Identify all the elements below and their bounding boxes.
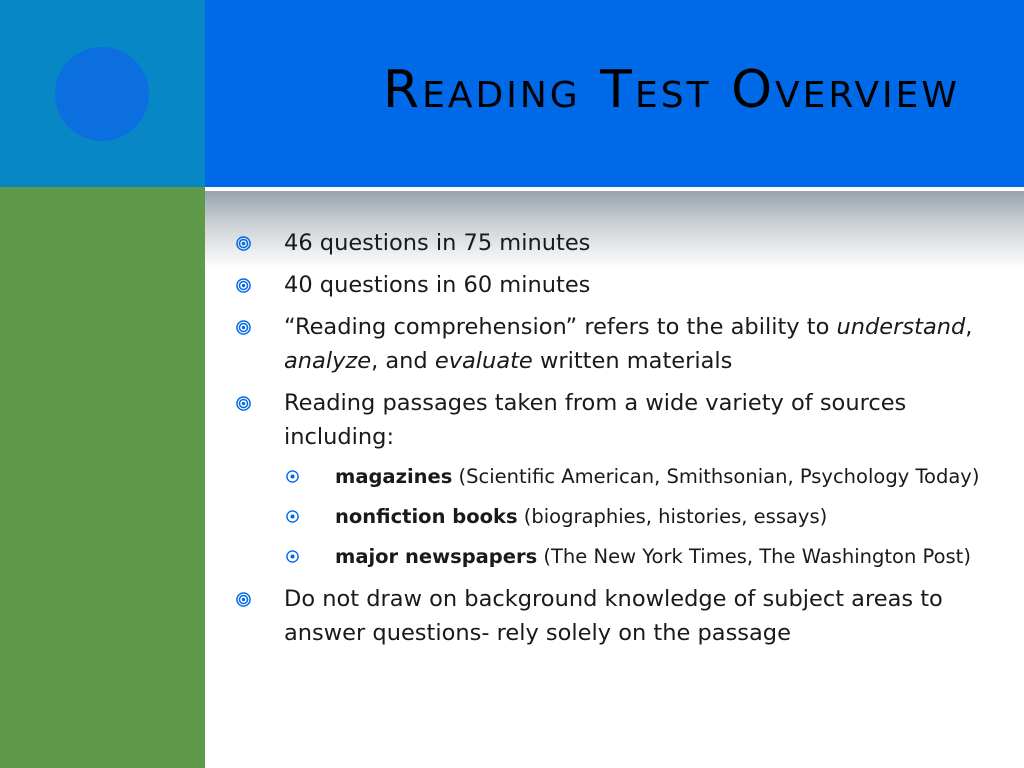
- emphasis-understand: understand: [836, 314, 966, 340]
- circle-dot-bullet-icon: [286, 470, 299, 483]
- target-bullet-icon: [236, 592, 251, 607]
- left-sidebar-panel: [0, 187, 205, 768]
- target-bullet-icon: [236, 320, 251, 335]
- list-item: [234, 226, 994, 260]
- circle-dot-bullet-icon: [286, 550, 299, 563]
- list-item: [234, 582, 994, 650]
- list-item: [234, 310, 994, 378]
- sub-item-heading: nonfiction books: [335, 505, 518, 528]
- list-item: [234, 386, 994, 454]
- bullet-text: written materials: [539, 348, 733, 374]
- sub-item-text: (Scientific American, Smithsonian, Psychology Today): [452, 465, 980, 488]
- emphasis-evaluate: evaluate: [434, 348, 533, 374]
- sub-item-heading: magazines: [335, 465, 453, 488]
- bullet-text: , and: [371, 348, 428, 374]
- target-bullet-icon: [236, 396, 251, 411]
- sub-item-text: (The New York Times, The Washington Post): [537, 545, 971, 568]
- bullet-text: Do not draw on background knowledge of subject areas to answer questions- rely solely on the passage: [284, 586, 943, 646]
- decorative-circle: [55, 47, 149, 141]
- circle-dot-bullet-icon: [286, 510, 299, 523]
- list-item: [234, 268, 994, 302]
- bullet-list: [234, 226, 994, 658]
- bullet-text: 40 questions in 60 minutes: [284, 272, 591, 298]
- target-bullet-icon: [236, 278, 251, 293]
- target-bullet-icon: [236, 236, 251, 251]
- emphasis-analyze: analyze: [284, 348, 372, 374]
- sub-list-item: [234, 502, 994, 532]
- bullet-text: ,: [965, 314, 973, 340]
- bullet-text: “Reading comprehension” refers to the ability to: [284, 314, 830, 340]
- bullet-text: 46 questions in 75 minutes: [284, 230, 591, 256]
- sub-item-text: (biographies, histories, essays): [517, 505, 828, 528]
- bullet-text: Reading passages taken from a wide variety of sources including:: [284, 390, 907, 450]
- sub-item-heading: major newspapers: [335, 545, 538, 568]
- sub-list-item: [234, 462, 994, 492]
- slide-title: Reading Test Overview: [382, 60, 960, 120]
- sub-list-item: [234, 542, 994, 572]
